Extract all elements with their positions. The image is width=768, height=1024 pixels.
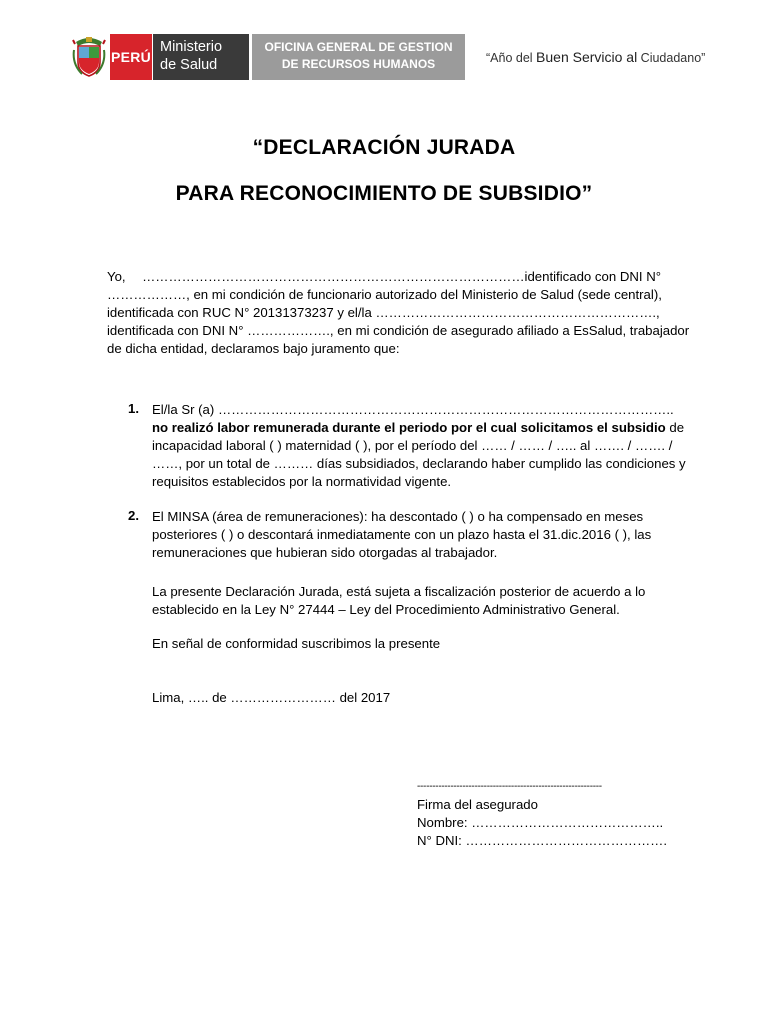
document-title-line-2: PARA RECONOCIMIENTO DE SUBSIDIO” xyxy=(175,182,593,205)
item-2-line-2: posteriores ( ) o descontará inmediatamente con un plazo hasta el 31.dic.2016 ( ), las xyxy=(152,527,652,542)
item-1-number: 1. xyxy=(128,401,139,416)
office-label xyxy=(252,34,465,80)
signature-block xyxy=(417,778,677,850)
ministry-label xyxy=(153,34,249,80)
legal-note-line-2: establecido en la Ley N° 27444 – Ley del Procedimiento Administrativo General. xyxy=(152,602,620,617)
slogan-part-2: Buen Servicio al xyxy=(536,49,638,65)
ministry-line-1: Ministerio xyxy=(160,39,223,55)
office-line-2: DE RECURSOS HUMANOS xyxy=(281,57,436,71)
intro-line-3: identificada con RUC N° 20131373237 y el/la ………………………………………………………., xyxy=(107,305,660,320)
item-1-line-2-rest: de xyxy=(665,420,685,435)
slogan-part-3: Ciudadano” xyxy=(637,51,706,65)
ministry-line-2: de Salud xyxy=(160,57,218,73)
signature-name: Nombre: …………………………………….. xyxy=(417,815,664,830)
place-and-date: Lima, ….. de …………………… del 2017 xyxy=(152,690,391,705)
item-1-line-1: El/la Sr (a) ………………………………………………………………………………………….. xyxy=(152,402,674,417)
item-2-number: 2. xyxy=(128,508,139,523)
intro-line-1-left: Yo, xyxy=(107,269,126,284)
year-slogan xyxy=(486,49,705,65)
intro-line-2: ………………, en mi condición de funcionario autorizado del Ministerio de Salud (sede central), xyxy=(107,287,662,302)
conformity-statement: En señal de conformidad suscribimos la presente xyxy=(152,636,441,651)
document-title-line-1: “DECLARACIÓN JURADA xyxy=(252,136,516,159)
item-2 xyxy=(152,508,661,562)
signature-line: ------------------------------------------------------------- xyxy=(417,781,602,792)
legal-note-line-1: La presente Declaración Jurada, está sujeta a fiscalización posterior de acuerdo a lo xyxy=(152,584,646,599)
signature-dni: N° DNI: ………………………………………. xyxy=(417,833,667,848)
item-1 xyxy=(152,401,686,491)
intro-line-4: identificada con DNI N° ………………., en mi condición de asegurado afiliado a EsSalud, trabajador xyxy=(107,323,690,338)
item-2-line-1: El MINSA (área de remuneraciones): ha descontado ( ) o ha compensado en meses xyxy=(152,509,644,524)
item-1-line-2 xyxy=(152,419,685,437)
intro-paragraph xyxy=(107,268,690,358)
letterhead xyxy=(72,34,732,80)
item-1-bold-text: no realizó labor remunerada durante el periodo por el cual solicitamos el subsidio xyxy=(152,420,666,435)
coat-of-arms-icon xyxy=(72,36,106,78)
item-1-line-5: requisitos establecidos por la normatividad vigente. xyxy=(152,474,452,489)
intro-line-1-right: ……………………………………………………………………………identificado con DNI N° xyxy=(142,269,661,284)
signature-label: Firma del asegurado xyxy=(417,797,538,812)
peru-label: PERÚ xyxy=(110,34,152,80)
intro-line-1 xyxy=(107,268,661,286)
item-1-line-3: incapacidad laboral ( ) maternidad ( ), por el período del …… / …… / ….. al ……. / ……. / xyxy=(152,438,673,453)
legal-note-paragraph xyxy=(152,583,661,619)
slogan-part-1: “Año del xyxy=(486,51,537,65)
item-2-line-3: remuneraciones que hubieran sido otorgadas al trabajador. xyxy=(152,545,498,560)
intro-line-5: de dicha entidad, declaramos bajo juramento que: xyxy=(107,341,400,356)
item-1-line-4: ……, por un total de ……… días subsidiados, declarando haber cumplido las condiciones y xyxy=(152,456,686,471)
office-line-1: OFICINA GENERAL DE GESTION xyxy=(264,40,453,54)
